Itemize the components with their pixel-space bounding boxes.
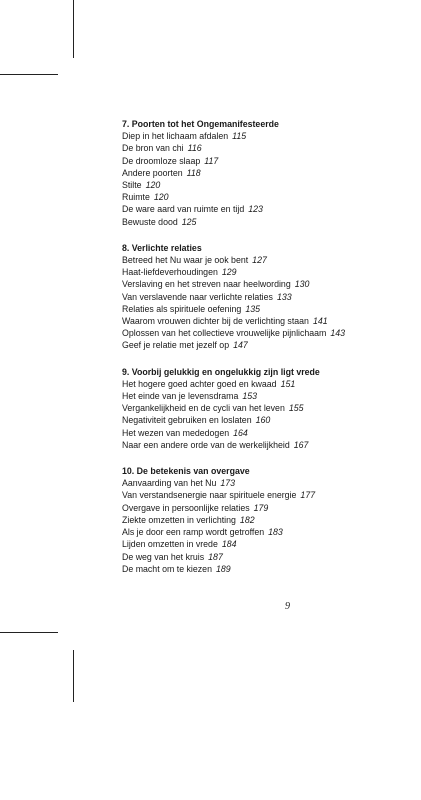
- toc-entry: [122, 155, 417, 167]
- toc-entry: [122, 291, 417, 303]
- toc-entry: [122, 427, 417, 439]
- toc-entry: [122, 278, 417, 290]
- toc-entry-page: 117: [204, 155, 219, 166]
- toc-entry-page: 153: [242, 391, 258, 402]
- toc-entry-page: 120: [153, 192, 169, 203]
- toc-entry-title: De droomloze slaap: [122, 155, 201, 166]
- toc-entry-title: Bewuste dood: [122, 216, 178, 227]
- toc-entry: [122, 142, 417, 154]
- toc-entry: [122, 216, 417, 228]
- toc-entry-title: Ziekte omzetten in verlichting: [122, 514, 236, 525]
- toc-section: [122, 242, 417, 352]
- toc-entry-title: Van verstandsenergie naar spirituele energie: [122, 490, 297, 501]
- toc-entry-title: Oplossen van het collectieve vrouwelijke pijnlichaam: [122, 328, 327, 339]
- toc-entry: [122, 538, 417, 550]
- toc-entry: [122, 315, 417, 327]
- toc-entry-title: Diep in het lichaam afdalen: [122, 131, 229, 142]
- toc-entry: [122, 130, 417, 142]
- toc-entry: [122, 402, 417, 414]
- page-number: 9: [285, 601, 290, 612]
- toc-entry-page: 130: [294, 279, 310, 290]
- toc-entry-page: 155: [288, 403, 304, 414]
- toc-entry: [122, 179, 417, 191]
- toc-entry-page: 179: [253, 502, 269, 513]
- toc-entry-title: Negativiteit gebruiken en loslaten: [122, 415, 252, 426]
- toc-section: [122, 465, 417, 575]
- toc-entry-title: Waarom vrouwen dichter bij de verlichting staan: [122, 316, 309, 327]
- toc-entry: [122, 339, 417, 351]
- crop-mark-bottom-horizontal: [0, 632, 58, 633]
- toc-entry-title: Als je door een ramp wordt getroffen: [122, 527, 265, 538]
- toc-entry-page: 177: [300, 490, 316, 501]
- chapter-title: 9. Voorbij gelukkig en ongelukkig zijn ligt vrede: [122, 366, 320, 377]
- toc-entry: [122, 526, 417, 538]
- toc-entry-page: 173: [220, 478, 236, 489]
- toc-entry-title: De bron van chi: [122, 143, 184, 154]
- toc-entry-title: Haat-liefdeverhoudingen: [122, 267, 218, 278]
- toc-entry: [122, 551, 417, 563]
- toc-entry-page: 118: [186, 167, 201, 178]
- toc-entry-title: Geef je relatie met jezelf op: [122, 340, 230, 351]
- toc-entry: [122, 390, 417, 402]
- toc-section: [122, 118, 417, 228]
- toc-entry-page: 147: [233, 340, 248, 351]
- toc-entry-title: Het hogere goed achter goed en kwaad: [122, 378, 277, 389]
- chapter-title: 7. Poorten tot het Ongemanifesteerde: [122, 119, 279, 129]
- toc-entry-page: 189: [215, 563, 231, 574]
- toc-entry-page: 164: [233, 427, 248, 438]
- toc-entry-page: 184: [221, 539, 237, 550]
- toc-entry: [122, 414, 417, 426]
- toc-entry-title: Verslaving en het streven naar heelwording: [122, 279, 291, 290]
- toc-entry: [122, 266, 417, 278]
- toc-entry-page: 120: [145, 180, 161, 191]
- toc-entry-title: Het wezen van mededogen: [122, 427, 230, 438]
- toc-entry-page: 141: [312, 316, 328, 327]
- toc-entry-page: 135: [245, 303, 261, 314]
- chapter-title: 8. Verlichte relaties: [122, 242, 202, 253]
- crop-mark-top-vertical: [73, 0, 74, 58]
- toc-entry: [122, 502, 417, 514]
- table-of-contents: [122, 118, 417, 589]
- toc-entry-page: 125: [181, 216, 197, 227]
- toc-entry-title: Andere poorten: [122, 167, 183, 178]
- toc-section: [122, 366, 417, 451]
- toc-entry-title: Van verslavende naar verlichte relaties: [122, 291, 273, 302]
- toc-entry-title: Betreed het Nu waar je ook bent: [122, 255, 249, 266]
- toc-entry-page: 167: [293, 439, 309, 450]
- toc-entry-page: 187: [208, 551, 223, 562]
- crop-mark-top-horizontal: [0, 74, 58, 75]
- toc-entry-title: Overgave in persoonlijke relaties: [122, 502, 250, 513]
- toc-entry-page: 143: [330, 328, 346, 339]
- toc-entry: [122, 477, 417, 489]
- toc-entry-title: Lijden omzetten in vrede: [122, 539, 218, 550]
- toc-entry: [122, 489, 417, 501]
- toc-entry-title: De weg van het kruis: [122, 551, 205, 562]
- toc-entry: [122, 563, 417, 575]
- toc-entry-page: 123: [248, 204, 263, 215]
- toc-entry-page: 116: [187, 143, 202, 154]
- toc-entry: [122, 378, 417, 390]
- toc-entry: [122, 254, 417, 266]
- toc-entry: [122, 303, 417, 315]
- toc-entry-page: 133: [276, 291, 292, 302]
- toc-entry-page: 127: [252, 255, 267, 266]
- crop-mark-bottom-vertical: [73, 650, 74, 702]
- toc-entry-title: De ware aard van ruimte en tijd: [122, 204, 245, 215]
- toc-entry-page: 151: [280, 378, 296, 389]
- toc-entry-page: 160: [255, 415, 271, 426]
- toc-entry: [122, 167, 417, 179]
- toc-entry: [122, 191, 417, 203]
- toc-entry: [122, 327, 417, 339]
- toc-entry-page: 183: [268, 527, 283, 538]
- toc-entry-page: 182: [239, 514, 255, 525]
- toc-entry-title: Ruimte: [122, 192, 150, 203]
- toc-entry-title: Naar een andere orde van de werkelijkheid: [122, 439, 290, 450]
- toc-entry-title: Het einde van je levensdrama: [122, 391, 239, 402]
- chapter-title: 10. De betekenis van overgave: [122, 466, 250, 477]
- toc-entry-title: De macht om te kiezen: [122, 563, 212, 574]
- toc-entry-title: Relaties als spirituele oefening: [122, 303, 242, 314]
- toc-entry: [122, 439, 417, 451]
- toc-entry-title: Stilte: [122, 180, 142, 191]
- toc-entry-page: 129: [221, 267, 237, 278]
- toc-entry-title: Vergankelijkheid en de cycli van het leven: [122, 403, 285, 414]
- toc-entry-page: 115: [232, 131, 247, 142]
- toc-entry: [122, 514, 417, 526]
- toc-entry: [122, 203, 417, 215]
- toc-entry-title: Aanvaarding van het Nu: [122, 478, 217, 489]
